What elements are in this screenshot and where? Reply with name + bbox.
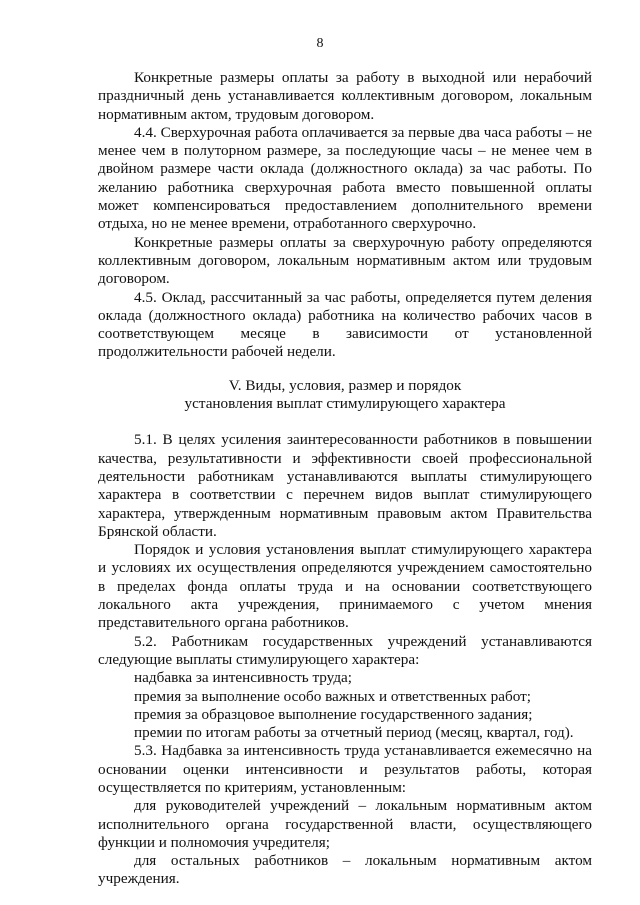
paragraph-heads-criteria: для руководителей учреждений – локальным нормативным актом исполнительного органа государственной власти, осуществляющего функции и полномочия учредителя;: [98, 797, 592, 851]
paragraph-holiday-pay: Конкретные размеры оплаты за работу в выходной или нерабочий праздничный день устанавливается коллективным договором, локальным нормативным актом, трудовым договором.: [98, 69, 592, 123]
paragraph-5-2: 5.2. Работникам государственных учреждений устанавливаются следующие выплаты стимулирующего характера:: [98, 632, 592, 668]
spacer: [98, 413, 592, 431]
paragraph-4-4: 4.4. Сверхурочная работа оплачивается за первые два часа работы – не менее чем в полуторном размере, за последующие часы – не менее чем в двойном размере части оклада (должностного оклада) за час работы. По желанию работника сверхурочная работа вместо повышенной оплаты может компенсироваться предоставлением дополнительного времени отдыха, но не менее времени, отработанного сверхурочно.: [98, 123, 592, 233]
list-item-period-bonus: премии по итогам работы за отчетный период (месяц, квартал, год).: [134, 724, 574, 742]
document-body: [98, 69, 592, 889]
section-heading-line-2: установления выплат стимулирующего характера: [184, 395, 506, 413]
list-item-intensity-allowance: надбавка за интенсивность труда;: [134, 669, 353, 687]
page-number: 8: [316, 36, 324, 51]
paragraph-4-5: 4.5. Оклад, рассчитанный за час работы, определяется путем деления оклада (должностного оклада) работника на количество рабочих часов в соответствующем месяце в зависимости от установленной продолжительности рабочей недели.: [98, 288, 592, 361]
paragraph-5-1: 5.1. В целях усиления заинтересованности работников в повышении качества, результативности и эффективности своей профессиональной деятельности работникам устанавливаются выплаты стимулирующего характера в соответствии с перечнем видов выплат стимулирующего характера, утвержденным нормативным правовым актом Правительства Брянской области.: [98, 431, 592, 540]
section-heading: [98, 377, 592, 414]
paragraph-procedure: Порядок и условия установления выплат стимулирующего характера и условиях их осуществления определяются учреждением самостоятельно в пределах фонда оплаты труда и на основании соответствующего локального акта учреждения, принимаемого с учетом мнения представительного органа работников.: [98, 541, 592, 632]
list-item-state-task-bonus: премия за образцовое выполнение государственного задания;: [134, 705, 533, 723]
list-item-important-work-bonus: премия за выполнение особо важных и ответственных работ;: [134, 687, 531, 705]
paragraph-overtime-amounts: Конкретные размеры оплаты за сверхурочную работу определяются коллективным договором, локальным нормативным актом или трудовым договором.: [98, 233, 592, 288]
paragraph-5-3: 5.3. Надбавка за интенсивность труда устанавливается ежемесячно на основании оценки интенсивности и результатов работы, которая осуществляется по критериям, установленным:: [98, 742, 592, 796]
section-heading-line-1: V. Виды, условия, размер и порядок: [228, 376, 462, 394]
paragraph-other-workers-criteria: для остальных работников – локальным нормативным актом учреждения.: [98, 852, 592, 888]
